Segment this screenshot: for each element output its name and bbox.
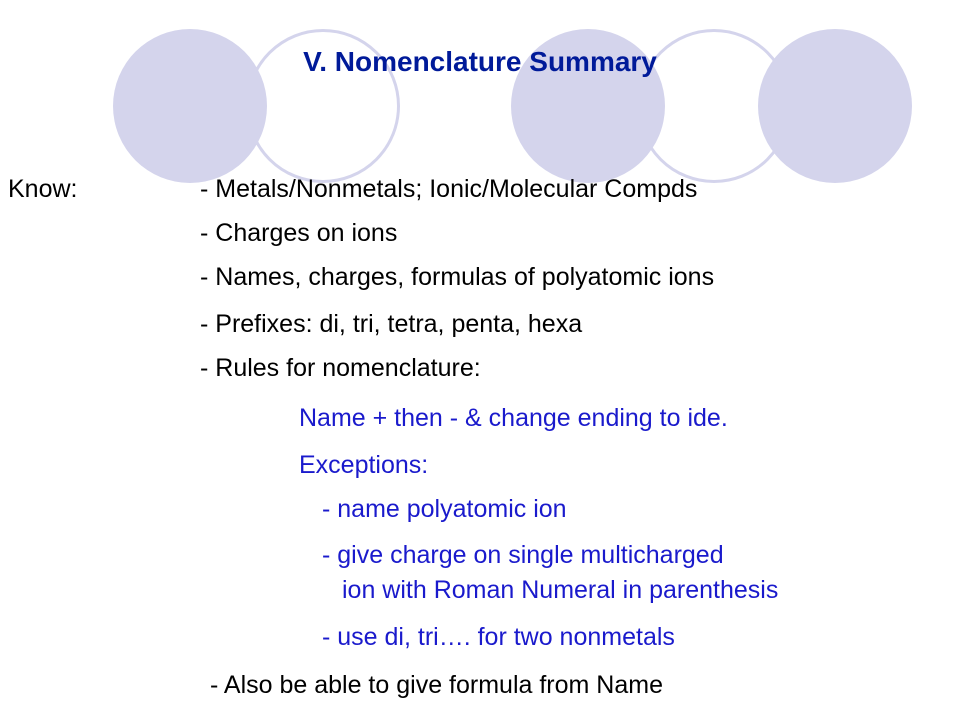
exceptions-label: Exceptions: — [299, 451, 429, 479]
footer-note: - Also be able to give formula from Name — [210, 671, 663, 699]
know-item-prefixes: - Prefixes: di, tri, tetra, penta, hexa — [200, 310, 583, 338]
know-item-metals: - Metals/Nonmetals; Ionic/Molecular Compds — [200, 175, 698, 203]
know-item-charges: - Charges on ions — [200, 219, 398, 247]
know-item-polyatomic: - Names, charges, formulas of polyatomic ions — [200, 263, 715, 291]
exception-multicharged-cont: ion with Roman Numeral in parenthesis — [342, 576, 779, 604]
slide-title: V. Nomenclature Summary — [303, 46, 657, 77]
exception-multicharged: - give charge on single multicharged — [322, 541, 724, 569]
exception-nonmetals: - use di, tri…. for two nonmetals — [322, 623, 675, 651]
rule-main: Name + then - & change ending to ide. — [299, 404, 728, 432]
exception-polyatomic: - name polyatomic ion — [322, 495, 567, 523]
know-item-rules: - Rules for nomenclature: — [200, 354, 481, 382]
know-label: Know: — [8, 175, 78, 203]
